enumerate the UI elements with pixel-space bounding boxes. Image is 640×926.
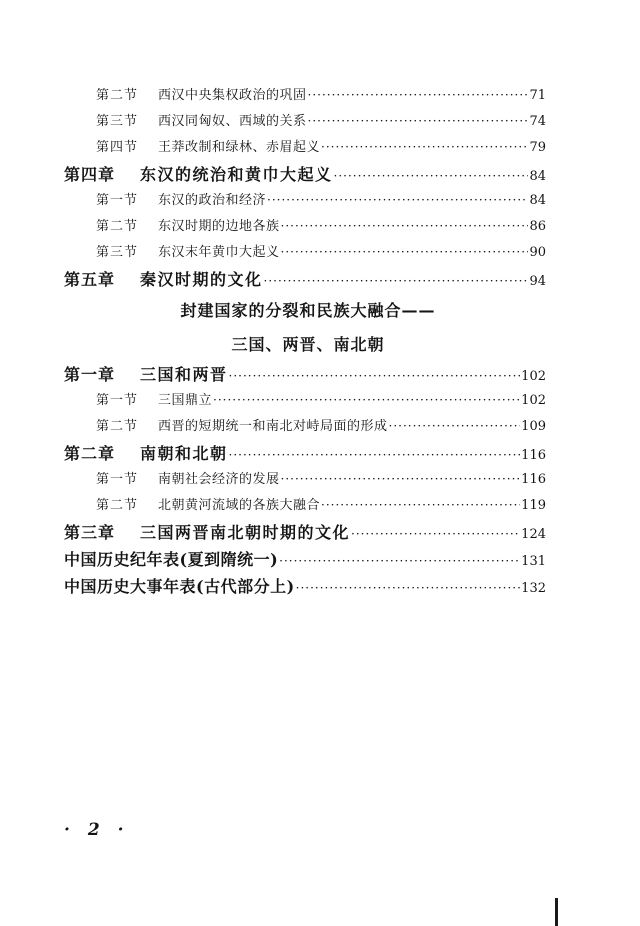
dot-leader <box>334 169 529 183</box>
section-title: 北朝黄河流域的各族大融合 <box>158 498 321 513</box>
section-number: 第二节 <box>96 419 139 434</box>
section-title: 东汉的政治和经济 <box>158 193 267 208</box>
chapter-number: 第二章 <box>64 444 116 463</box>
section-title: 三国鼎立 <box>158 393 213 408</box>
dot-leader <box>351 527 520 541</box>
section-title: 西汉中央集权政治的巩固 <box>158 88 307 103</box>
chapter-title: 秦汉时期的文化 <box>140 270 263 289</box>
page-ref: 102 <box>521 393 546 408</box>
section-number: 第三节 <box>96 114 139 129</box>
page-ref: 71 <box>529 88 546 103</box>
dot-leader <box>308 88 529 102</box>
dot-leader <box>264 274 529 288</box>
toc-section-entry <box>64 389 546 415</box>
toc-section-entry <box>64 215 546 241</box>
section-number: 第一节 <box>96 193 139 208</box>
appendix-title: 中国历史纪年表(夏到隋统一) <box>64 550 279 569</box>
toc-appendix-entry <box>64 574 546 601</box>
page-ref: 86 <box>529 219 546 234</box>
chapter-title: 东汉的统治和黄巾大起义 <box>140 165 333 184</box>
toc-chapter-entry <box>64 162 546 189</box>
toc-section-entry <box>64 468 546 494</box>
dot-leader <box>389 419 521 433</box>
section-title: 西晋的短期统一和南北对峙局面的形成 <box>158 419 388 434</box>
section-number: 第二节 <box>96 498 139 513</box>
toc-chapter-entry <box>64 267 546 294</box>
table-of-contents <box>64 84 546 601</box>
section-number: 第一节 <box>96 472 139 487</box>
scan-edge-mark <box>555 898 558 926</box>
page-ref: 102 <box>521 369 546 384</box>
page-ref: 84 <box>529 169 546 184</box>
toc-chapter-entry <box>64 362 546 389</box>
page-ref: 84 <box>529 193 546 208</box>
page-ref: 90 <box>529 245 546 260</box>
dot-leader <box>308 114 529 128</box>
page-ref: 94 <box>529 274 546 289</box>
toc-section-entry <box>64 84 546 110</box>
dot-leader <box>267 193 528 207</box>
chapter-title: 三国两晋南北朝时期的文化 <box>140 523 351 542</box>
dot-leader <box>279 554 520 568</box>
page-ref: 79 <box>529 140 546 155</box>
toc-block-three-kingdoms <box>64 362 546 547</box>
toc-section-entry <box>64 136 546 162</box>
section-title: 东汉末年黄巾大起义 <box>158 245 280 260</box>
toc-section-entry <box>64 189 546 215</box>
dot-leader <box>296 581 521 595</box>
section-title: 南朝社会经济的发展 <box>158 472 280 487</box>
chapter-number: 第五章 <box>64 270 116 289</box>
part-heading <box>70 294 546 362</box>
page-ref: 74 <box>529 114 546 129</box>
dot-leader <box>281 245 529 259</box>
page-ref: 132 <box>521 581 546 596</box>
part-heading-line1: 封建国家的分裂和民族大融合—— <box>180 301 436 320</box>
toc-section-entry <box>64 415 546 441</box>
page-number: · 2 · <box>64 820 130 840</box>
toc-appendices <box>64 547 546 601</box>
part-heading-line2: 三国、两晋、南北朝 <box>231 335 385 354</box>
page-ref: 116 <box>521 472 546 487</box>
dot-leader <box>229 369 521 383</box>
page-ref: 119 <box>521 498 546 513</box>
toc-chapter-entry <box>64 441 546 468</box>
page-ref: 109 <box>521 419 546 434</box>
section-number: 第三节 <box>96 245 139 260</box>
dot-leader <box>281 472 521 486</box>
section-number: 第四节 <box>96 140 139 155</box>
page-ref: 116 <box>521 448 546 463</box>
toc-section-entry <box>64 241 546 267</box>
toc-appendix-entry <box>64 547 546 574</box>
section-title: 王莽改制和绿林、赤眉起义 <box>158 140 321 155</box>
section-number: 第二节 <box>96 219 139 234</box>
chapter-number: 第一章 <box>64 365 116 384</box>
appendix-title: 中国历史大事年表(古代部分上) <box>64 577 295 596</box>
chapter-number: 第三章 <box>64 523 116 542</box>
chapter-number: 第四章 <box>64 165 116 184</box>
dot-leader <box>229 448 521 462</box>
section-number: 第一节 <box>96 393 139 408</box>
page-ref: 124 <box>521 527 546 542</box>
dot-leader <box>321 498 520 512</box>
toc-block-qin-han <box>64 84 546 294</box>
chapter-title: 三国和两晋 <box>140 365 228 384</box>
dot-leader <box>321 140 528 154</box>
dot-leader <box>281 219 529 233</box>
section-title: 东汉时期的边地各族 <box>158 219 280 234</box>
toc-section-entry <box>64 494 546 520</box>
section-number: 第二节 <box>96 88 139 103</box>
section-title: 西汉同匈奴、西域的关系 <box>158 114 307 129</box>
page-ref: 131 <box>521 554 546 569</box>
toc-chapter-entry <box>64 520 546 547</box>
dot-leader <box>213 393 520 407</box>
toc-section-entry <box>64 110 546 136</box>
chapter-title: 南朝和北朝 <box>140 444 228 463</box>
